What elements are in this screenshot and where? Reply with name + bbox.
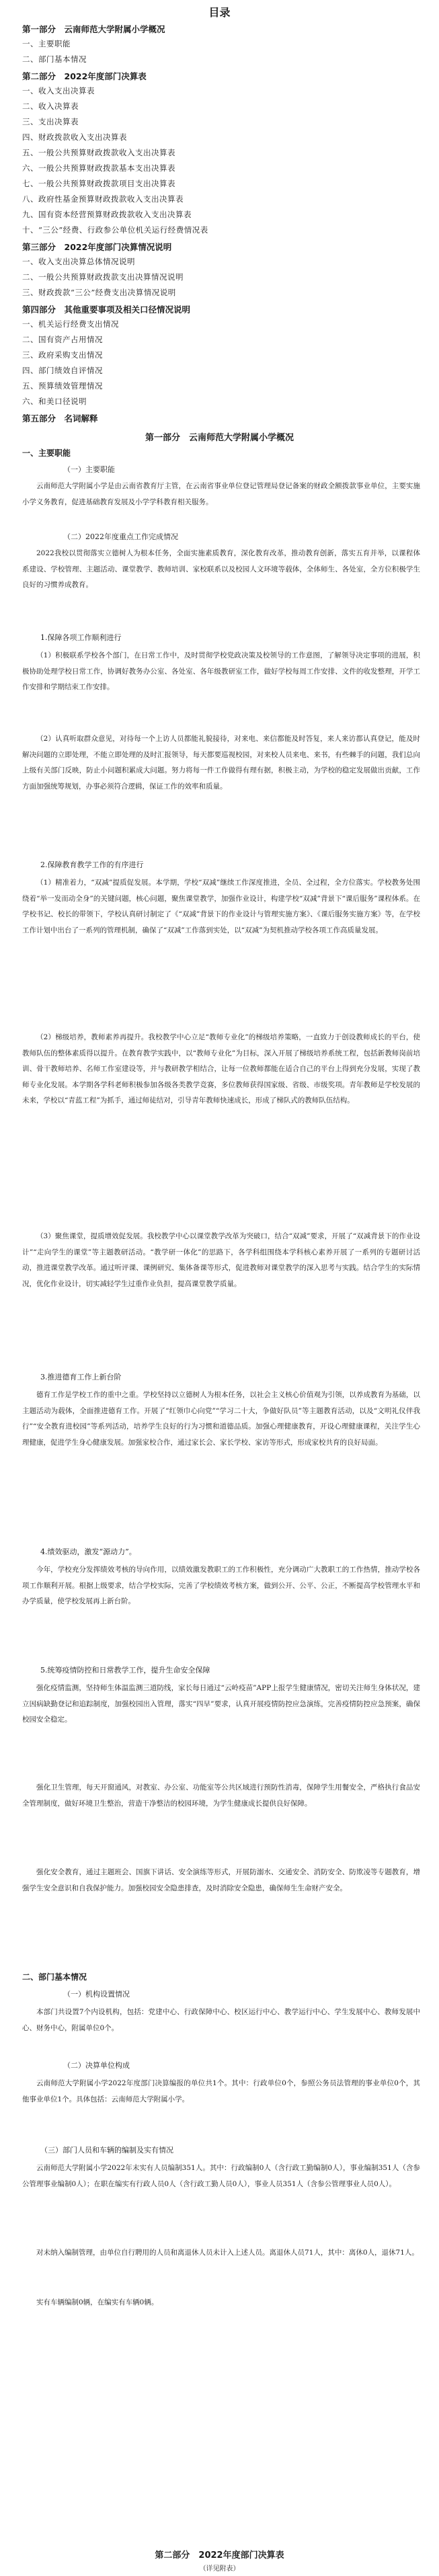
- toc-item[interactable]: 三、财政拨款“三公”经费支出决算情况说明: [22, 288, 176, 297]
- toc-item[interactable]: 九、国有资本经营预算财政拨款收入支出决算表: [22, 210, 192, 219]
- section-heading-duties: 一、主要职能: [22, 448, 71, 458]
- toc-item[interactable]: 五、预算绩效管理情况: [22, 381, 103, 391]
- toc-item[interactable]: 三、政府采购支出情况: [22, 350, 103, 360]
- item-heading: 1.保障各项工作顺利进行: [40, 633, 122, 642]
- paragraph: （2）梯级培养，教师素养再提升。我校教学中心立足“教师专业化”的梯级培养策略，一直致力于创设教师成长的平台，使教师队伍的整体素质得以提升。在教育教学实践中，以“教师专业化”为目标，深入开展了梯级培养系统工程，包括新教师岗前培训、骨干教师培养、名师工作室建设等，并与教研教学相结合，让每一位教师都能在适合自己的平台上得到充分发展，实现了教师专业化发展。本学期各学科老师积极参加各级各类教学竞赛，多位教师获得国家级、省级、市级奖项。青年教师是学校发展的未来，学校以“青蓝工程”为抓手，通过师徒结对，引导青年教师快速成长，形成了梯队式的教师队伍结构。: [22, 1033, 420, 1104]
- toc-item[interactable]: 一、收入支出决算表: [22, 86, 95, 95]
- part1-title: 第一部分 云南师范大学附属小学概况: [145, 433, 294, 443]
- paragraph-key-work: 2022我校以贯彻落实立德树人为根本任务，全面实施素质教育，深化教育改革，推动教育创新，落实五育并举，以课程体系建设、学校管理、主题活动、课堂教学、教师培训、家校联系以及校园人文环境等载体，全体师生、各处室，全方位积极学生良好的习惯养成教育。: [22, 549, 420, 589]
- toc-item[interactable]: 四、部门绩效自评情况: [22, 366, 103, 375]
- toc-item[interactable]: 十、“三公”经费、行政参公单位机关运行经费情况表: [22, 225, 208, 235]
- toc-title: 目录: [208, 6, 231, 19]
- paragraph: （1）积极联系学校各个部门，在日常工作中，及时贯彻学校党政决策及校领导的工作意图，了解领导决定事项的进展，积极协助处理学校日常工作，协调好教务办公室、各处室、各年级教研室工作，做好学校每周工作安排、文件的收发整理，开学工作安排和学期结束工作安排。: [22, 651, 420, 691]
- paragraph: 强化卫生管理，每天开窗通风，对教室、办公室、功能室等公共区域进行预防性消毒，保障学生用餐安全，严格执行食品安全管理制度，做好环境卫生整治，营造干净整洁的校园环境，为学生健康成长提供良好保障。: [22, 1783, 420, 1808]
- toc-item[interactable]: 二、收入决算表: [22, 102, 79, 111]
- paragraph: 今年，学校充分发挥绩效考核的导向作用，以绩效激发教职工的工作积极性，充分调动广大教职工的工作热情，推动学校各项工作顺利开展。根据上级要求，结合学校实际，完善了学校绩效考核方案，做到公开、公平、公正，不断提高学校管理水平和办学质量，使学校发展再上新台阶。: [22, 1566, 420, 1605]
- part2-note: （详见附表）: [199, 2565, 240, 2573]
- toc-item[interactable]: 八、政府性基金预算财政拨款收入支出决算表: [22, 194, 184, 204]
- paragraph: 强化疫情监测，坚持师生体温监测三道防线，家长每日通过“云岭疫苗”APP上报学生健康情况，密切关注师生身体状况，建立因病缺勤登记和追踪制度，加强校园出入管理，落实“四早”要求，认真开展疫情防控应急演练，完善疫情防控应急预案，确保校园安全稳定。: [22, 1684, 420, 1724]
- toc-part1[interactable]: 第一部分 云南师范大学附属小学概况: [22, 24, 165, 34]
- subheading-institutions: （一）机构设置情况: [63, 1990, 130, 1999]
- paragraph-units: 云南师范大学附属小学2022年度部门决算编报的单位共1个。其中：行政单位0个，参照公务员法管理的事业单位0个，其他事业单位1个。具体包括：云南师范大学附属小学。: [22, 2079, 420, 2103]
- toc-item[interactable]: 一、收入支出决算总体情况说明: [22, 257, 135, 266]
- section-heading-basic-info: 二、部门基本情况: [22, 1972, 87, 1982]
- subheading-staffing: （三）部门人员和车辆的编制及实有情况: [40, 2146, 173, 2155]
- toc-item[interactable]: 一、机关运行经费支出情况: [22, 319, 119, 329]
- toc-item[interactable]: 七、一般公共预算财政拨款项目支出决算表: [22, 179, 175, 188]
- toc-item[interactable]: 五、一般公共预算财政拨款收入支出决算表: [22, 148, 175, 157]
- subheading-units: （二）决算单位构成: [63, 2061, 130, 2070]
- toc-item[interactable]: 二、部门基本情况: [22, 54, 87, 64]
- item-heading: 2.保障教育教学工作的有序进行: [40, 860, 144, 869]
- paragraph: （2）认真听取群众意见，对待每一个上访人员都能礼貌接待，对来电、来信都能及时答复，来人来访都认真登记，能及时解决问题的立即处理，不能立即处理的及时汇报领导，每天都要巡视校园，对来校人员来电、来书，有些棘手的问题，我们总向上级有关部门反映，防止小问题积累成大问题。努力将每一件工作做得有理有据，积极主动，为学校的稳定发展做出贡献，工作方面加强统筹规划，办事必须符合逻辑，保证工作的效率和质量。: [22, 735, 420, 791]
- toc-item[interactable]: 二、国有资产占用情况: [22, 335, 103, 344]
- toc-item[interactable]: 一、主要职能: [22, 39, 71, 48]
- item-heading: 5.统筹疫情防控和日常教学工作，提升生命安全保障: [40, 1666, 210, 1675]
- paragraph-institutions: 本部门共设置7个内设机构，包括：党建中心、行政保障中心、校区运行中心、教学运行中心、学生发展中心、教师发展中心、财务中心，附属单位0个。: [22, 2008, 420, 2032]
- paragraph: （1）精准着力，“双减”提质促发展。本学期，学校“双减”继续工作深度推进，全员、全过程，全方位落实。学校教务处围绕着“举一发而动全身”的关键问题，核心问题，聚焦课堂教学，加强作业设计，构建学校“双减”背景下“课后服务”课程体系。在学校书记、校长的带领下，学校认真研讨制定了《“双减”背景下的作业设计与管理实施方案》、《课后服务实施方案》等，在学校工作计划中出台了一系列的管理机制，确保了“双减”工作落到实处，以“双减”为契机推动学校各项工作高质量发展。: [22, 879, 420, 934]
- paragraph-retired: 对未纳入编制管理，由单位自行聘用的人员和离退休人员未计入上述人员。离退休人员71人，其中：离休0人，退休71人。: [36, 2249, 419, 2257]
- paragraph: （3）聚焦课堂，提质增效促发展。我校教学中心以课堂教学改革为突破口，结合“双减”要求，开展了“双减背景下的作业设计”“走向学生的课堂”等主题教研活动。“教学研一体化”的思路下，各学科组围绕本学科核心素养开展了一系列的专题研讨活动，推进课堂教学改革。通过听评课、课例研究、集体备课等形式，促进教师对课堂教学的深入思考与实践。结合学生的实际情况，优化作业设计，切实减轻学生过重作业负担，提高课堂教学质量。: [22, 1232, 420, 1288]
- paragraph-duties: 云南师范大学附属小学是由云南省教育厅主管，在云南省事业单位登记管理局登记备案的财政全额拨款事业单位，主要实施小学义务教育，促进基础教育发展及小学学科教育相关服务。: [22, 482, 420, 506]
- toc-part3[interactable]: 第三部分 2022年度部门决算情况说明: [22, 242, 172, 252]
- paragraph: 德育工作是学校工作的重中之重。学校坚持以立德树人为根本任务，以社会主义核心价值观为引领，以养成教育为基础，以主题活动为载体，全面推进德育工作。开展了“红领巾心向党”“学习二十大，争做好队员”等主题教育活动，以及“文明礼仪伴我行”“安全教育进校园”等系列活动，培养学生良好的行为习惯和道德品质。加强心理健康教育，开设心理健康课程，关注学生心理健康，促进学生身心健康发展。加强家校合作，通过家长会、家长学校、家访等形式，形成家校共育的良好局面。: [22, 1391, 420, 1447]
- item-heading: 3.推进德育工作上新台阶: [40, 1373, 122, 1381]
- paragraph-staffing: 云南师范大学附属小学2022年末实有人员编制351人。其中：行政编制0人（含行政工勤编制0人），事业编制351人（含参公管理事业编制0人）；在职在编实有行政人员0人（含行政工勤人员0人），事业人员351人（含参公管理事业人员0人）。: [22, 2164, 420, 2188]
- toc-part2[interactable]: 第二部分 2022年度部门决算表: [22, 71, 147, 81]
- paragraph: 强化安全教育，通过主题班会、国旗下讲话、安全演练等形式，开展防溺水、交通安全、消防安全、防欺凌等专题教育，增强学生安全意识和自我保护能力。加强校园安全隐患排查，及时消除安全隐患，确保师生生命财产安全。: [22, 1868, 420, 1892]
- paragraph-vehicles: 实有车辆编制0辆，在编实有车辆0辆。: [36, 2298, 159, 2306]
- item-heading: 4.绩效驱动，激发“源动力”。: [40, 1547, 136, 1556]
- toc-part5[interactable]: 第五部分 名词解释: [22, 413, 98, 424]
- toc-item[interactable]: 六、一般公共预算财政拨款基本支出决算表: [22, 163, 175, 173]
- part2-title: 第二部分 2022年度部门决算表: [155, 2550, 284, 2561]
- toc-part4[interactable]: 第四部分 其他重要事项及相关口径情况说明: [22, 305, 191, 315]
- subheading-duties: （一）主要职能: [63, 465, 115, 474]
- toc-item[interactable]: 三、支出决算表: [22, 117, 79, 126]
- subheading-key-work: （二）2022年度重点工作完成情况: [63, 532, 178, 541]
- toc-item[interactable]: 二、一般公共预算财政拨款支出决算情况说明: [22, 272, 184, 282]
- toc-item[interactable]: 四、财政拨款收入支出决算表: [22, 132, 127, 142]
- toc-item[interactable]: 六、和美口径说明: [22, 397, 87, 406]
